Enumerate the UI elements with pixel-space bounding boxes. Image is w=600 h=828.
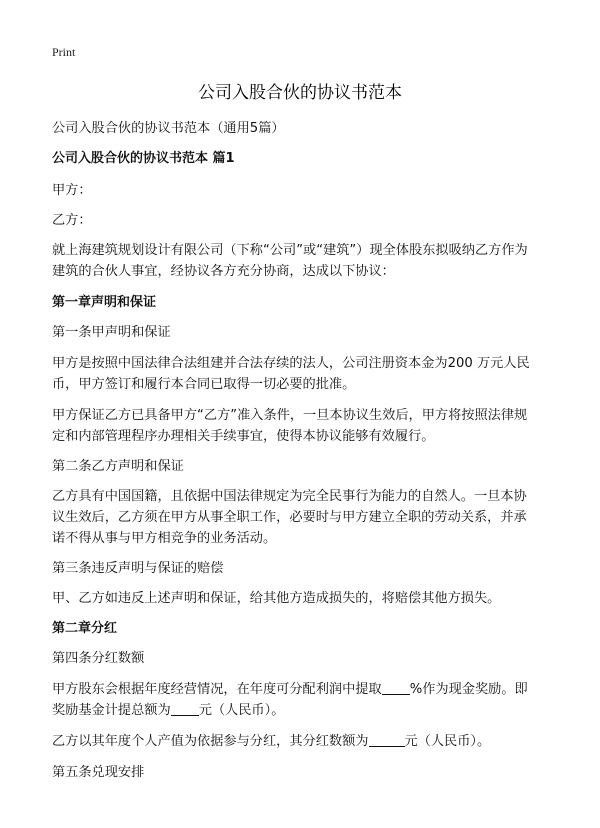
paragraph-line: 定和内部管理程序办理相关手续事宜，使得本协议能够有效履行。 [52,429,435,444]
chapter-heading: 第二章分红 [52,621,118,636]
text-segment: 元（人民币）。 [198,703,285,718]
paragraph-line: 甲、乙方如违反上述声明和保证，给其他方造成损失的，将赔偿其他方损失。 [52,591,501,606]
party-a-line: 甲方： [52,183,92,198]
page-title: 公司入股合伙的协议书范本 [198,83,402,103]
paragraph-line: 甲方保证乙方已具备甲方“乙方”准入条件，一旦本协议生效后，甲方将按照法律规 [52,408,528,423]
article-heading: 第五条兑现安排 [52,765,145,780]
paragraph-line [52,731,548,753]
intro-line: 就上海建筑规划设计有限公司（下称“公司”或“建筑”）现全体股东拟吸纳乙方作为 [52,243,528,258]
paragraph-line [52,679,548,701]
paragraph-line: 甲方是按照中国法律合法组建并合法存续的法人，公司注册资本金为200 万元人民 [52,356,530,371]
paragraph-line: 诺不得从事与甲方相竞争的业务活动。 [52,531,277,546]
article-heading: 第二条乙方声明和保证 [52,459,184,474]
subtitle: 公司入股合伙的协议书范本（通用5篇） [52,121,285,136]
paragraph-line: 乙方具有中国国籍，且依据中国法律规定为完全民事行为能力的自然人。一旦本协 [52,489,527,504]
section-heading: 公司入股合伙的协议书范本 篇1 [52,151,235,166]
fill-in-blank [369,732,405,747]
article-heading: 第三条违反声明与保证的赔偿 [52,561,224,576]
text-segment: 奖励基金计提总额为 [52,703,171,718]
fill-in-blank [382,680,410,695]
article-heading: 第四条分红数额 [52,651,145,666]
paragraph-line: 议生效后，乙方须在甲方从事全职工作，必要时与甲方建立全职的劳动关系，并承 [52,510,527,525]
text-segment: %作为现金奖励。即 [409,682,528,697]
intro-line: 建筑的合伙人事宜，经协议各方充分协商，达成以下协议： [52,264,395,279]
fill-in-blank [171,701,199,716]
article-heading: 第一条甲声明和保证 [52,325,171,340]
party-b-line: 乙方： [52,213,92,228]
print-label: Print [52,45,76,59]
text-segment: 乙方以其年度个人产值为依据参与分红，其分红数额为 [52,734,369,749]
text-segment: 元（人民币）。 [404,734,491,749]
text-segment: 甲方股东会根据年度经营情况，在年度可分配利润中提取 [52,682,382,697]
paragraph-line [52,700,548,722]
chapter-heading: 第一章声明和保证 [52,295,157,310]
paragraph-line: 币，甲方签订和履行本合同已取得一切必要的批准。 [52,377,356,392]
